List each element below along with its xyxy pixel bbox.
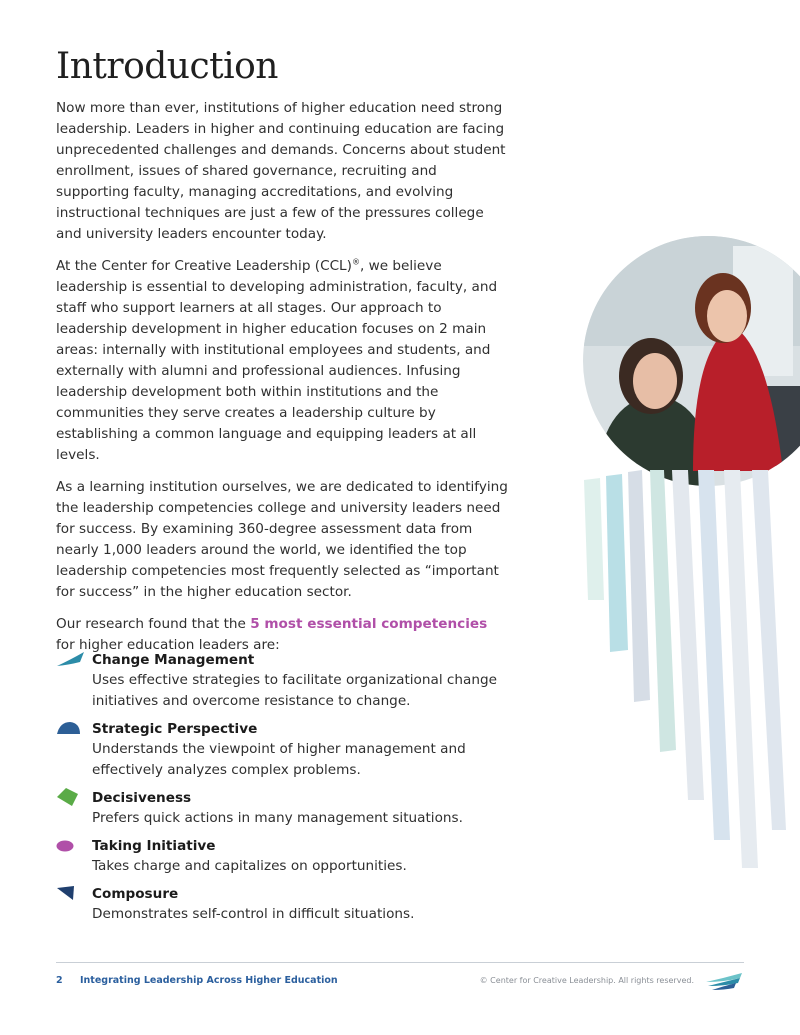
document-title: Integrating Leadership Across Higher Education [80,975,338,986]
green-diamond-icon [56,788,86,808]
page-title: Introduction [56,46,278,87]
paragraph-4-rest: for higher education leaders are: [56,637,280,653]
intro-body [56,98,512,667]
competency-item [56,719,526,781]
navy-wedge-icon [56,884,86,904]
competency-desc: Understands the viewpoint of higher management and effectively analyzes complex problems. [92,741,466,778]
competency-name: Decisiveness [92,790,192,806]
intro-paragraph-2 [56,256,512,466]
intro-paragraph-3: As a learning institution ourselves, we are dedicated to identifying the leadership competencies college and university leaders need for success. By examining 360-degree assessment data from nearly 1,000 leaders around the world, we identified the top leadership competencies most frequently selected as “important for success” in the higher education sector. [56,479,508,600]
page-footer [56,972,744,996]
competency-name: Change Management [92,652,255,668]
competency-list [56,650,526,932]
paragraph-2-rest: , we believe leadership is essential to developing administration, faculty, and staff who support learners at all stages. Our approach to leadership development in higher education focuses on 2 main areas: internally with institutional employees and students, and externally with alumni and professional audiences. Infusing leadership development both within institutions and the communities they serve creates a leadership culture by establishing a common language and equipping leaders at all levels. [56,258,498,463]
highlight-text: 5 most essential competencies [250,616,488,632]
registered-mark: ® [351,257,360,267]
copyright-text: © Center for Creative Leadership. All rights reserved. [479,976,694,985]
competency-name: Composure [92,886,179,902]
competency-desc: Demonstrates self-control in difficult situations. [92,906,415,922]
ccl-name-text: At the Center for Creative Leadership (CCL) [56,258,352,274]
competency-item [56,884,526,925]
page-number: 2 [56,975,63,986]
blue-blob-icon [56,719,86,739]
competency-desc: Uses effective strategies to facilitate organizational change initiatives and overcome resistance to change. [92,672,497,709]
competency-name: Taking Initiative [92,838,216,854]
competency-name: Strategic Perspective [92,721,258,737]
photo-circle [583,236,800,486]
competency-item [56,788,526,829]
decorative-stripes [580,470,800,870]
competency-desc: Prefers quick actions in many management situations. [92,810,463,826]
competency-desc: Takes charge and capitalizes on opportunities. [92,858,407,874]
competency-item [56,650,526,712]
intro-paragraph-1: Now more than ever, institutions of higher education need strong leadership. Leaders in higher and continuing education are facing unprecedented challenges and demands. Concerns about student enrollment, issues of shared governance, recruiting and supporting faculty, managing accreditations, and evolving instructional techniques are just a few of the pressures college and university leaders encounter today. [56,100,506,242]
footer-divider [56,962,744,963]
teal-swoosh-icon [56,650,86,670]
ccl-logo-icon [704,972,744,992]
paragraph-4-lead: Our research found that the [56,616,251,632]
competency-item [56,836,526,877]
purple-oval-icon [56,836,86,856]
